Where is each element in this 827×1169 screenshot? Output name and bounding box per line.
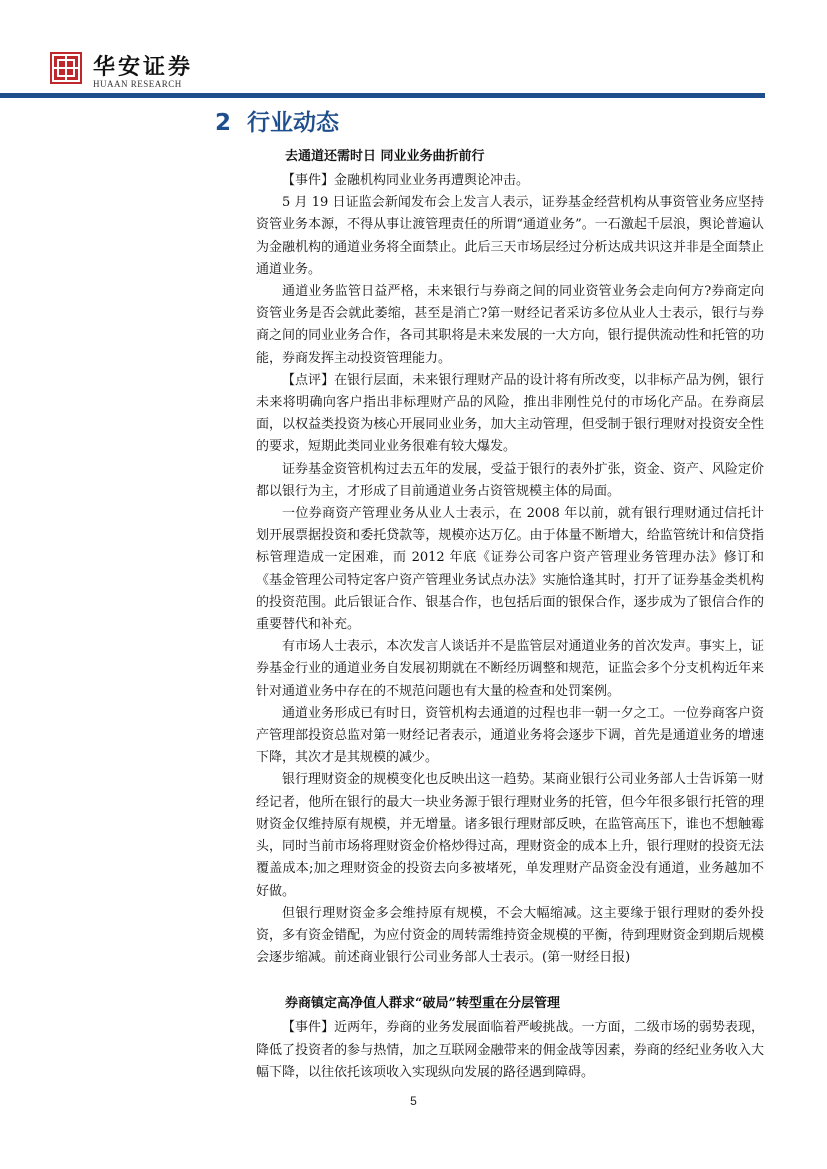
article-spacer bbox=[256, 969, 764, 991]
article-paragraph: 通道业务形成已有时日，资管机构去通道的过程也非一朝一夕之工。一位券商客户资产管理部投资总监对第一财经记者表示，通道业务将会逐步下调，首先是通道业务的增速下降，其次才是其规模的减少。 bbox=[256, 705, 764, 766]
article-paragraph: 【事件】金融机构同业业务再遭舆论冲击。 bbox=[282, 173, 530, 188]
article-paragraph: 【点评】在银行层面，未来银行理财产品的设计将有所改变，以非标产品为例，银行未来将明确向客户指出非标理财产品的风险，推出非刚性兑付的市场化产品。在券商层面，以权益类投资为核心开展同业业务，加大主动管理，但受制于银行理财对投资安全性的要求，短期此类同业业务很难有较大爆发。 bbox=[256, 372, 764, 455]
article-paragraph: 5 月 19 日证监会新闻发布会上发言人表示，证券基金经营机构从事资管业务应坚持资管业务本源，不得从事让渡管理责任的所谓“通道业务”。一石激起千层浪，舆论普遍认为金融机构的通道业务将全面禁止。此后三天市场层经过分析达成共识这并非是全面禁止通道业务。 bbox=[256, 195, 764, 277]
page-number: 5 bbox=[410, 1094, 417, 1108]
brand-name-cn: 华安证券 bbox=[93, 54, 194, 80]
section-title: 行业动态 bbox=[247, 110, 339, 136]
header-rule bbox=[0, 93, 765, 98]
article-headline: 券商镇定高净值人群求“破局”转型重在分层管理 bbox=[285, 996, 560, 1012]
article-paragraph: 一位券商资产管理业务从业人士表示，在 2008 年以前，就有银行理财通过信托计划开展票据投资和委托贷款等，规模亦达万亿。由于体量不断增大，给监管统计和信贷指标管理造成一定困难，而 2012 年底《证券公司客户资产管理业务管理办法》修订和《基金管理公司特定客户资产管理业务试点办法》实施恰逢其时，打开了证券基金类机构的投资范围。此后银证合作、银基合作，也包括后面的银保合作，逐步成为了银信合作的重要替代和补充。 bbox=[256, 506, 764, 633]
article-paragraph: 证券基金资管机构过去五年的发展，受益于银行的表外扩张，资金、资产、风险定价都以银行为主，才形成了目前通道业务占资管规模主体的局面。 bbox=[256, 461, 764, 499]
article-headline: 去通道还需时日 同业业务曲折前行 bbox=[285, 149, 485, 164]
page-header bbox=[0, 0, 827, 100]
article bbox=[256, 147, 764, 969]
article-paragraph: 【事件】近两年，券商的业务发展面临着严峻挑战。一方面，二级市场的弱势表现，降低了投资者的参与热情，加之互联网金融带来的佣金战等因素，券商的经纪业务收入大幅下降，以往依托该项收入实现纵向发展的路径遇到障碍。 bbox=[256, 1020, 764, 1080]
article-paragraph: 但银行理财资金多会维持原有规模，不会大幅缩减。这主要缘于银行理财的委外投资，多有资金错配，为应付资金的周转需维持资金规模的平衡，待到理财资金到期后规模会逐步缩减。前述商业银行公司业务部人士表示。(第一财经日报) bbox=[256, 905, 764, 966]
huaan-logo-icon bbox=[50, 52, 82, 84]
brand-name-en: HUAAN RESEARCH bbox=[93, 79, 182, 89]
article-paragraph: 银行理财资金的规模变化也反映出这一趋势。某商业银行公司业务部人士告诉第一财经记者，他所在银行的最大一块业务源于银行理财业务的托管，但今年很多银行托管的理财资金仅维持原有规模，并无增量。诸多银行理财部反映，在监管高压下，谁也不想触霉头，同时当前市场将理财资金价格炒得过高，理财资金的成本上升，银行理财的投资无法覆盖成本;加之理财资金的投资去向多被堵死，单发理财产品资金没有通道，业务越加不好做。 bbox=[256, 772, 764, 899]
article-paragraph: 有市场人士表示，本次发言人谈话并不是监管层对通道业务的首次发声。事实上，证券基金行业的通道业务自发展初期就在不断经历调整和规范，证监会多个分支机构近年来针对通道业务中存在的不规范问题也有大量的检查和处罚案例。 bbox=[256, 639, 764, 699]
section-number: 2 bbox=[215, 110, 232, 136]
section-heading bbox=[215, 105, 764, 141]
main-content bbox=[215, 105, 764, 1084]
article bbox=[256, 994, 764, 1084]
article-paragraph: 通道业务监管日益严格，未来银行与券商之间的同业资管业务会走向何方?券商定向资管业务是否会就此萎缩，甚至是消亡?第一财经记者采访多位从业人士表示，银行与券商之间的同业业务合作，各司其职将是未来发展的一大方向，银行提供流动性和托管的功能，券商发挥主动投资管理能力。 bbox=[256, 284, 764, 366]
